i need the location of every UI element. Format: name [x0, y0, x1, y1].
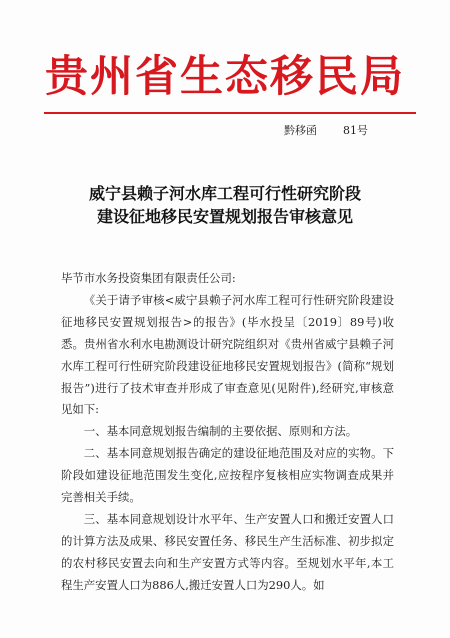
document-number-prefix: 黔移函 — [284, 124, 317, 137]
paragraph-item-2: 二、基本同意规划报告确定的建设征地范围及对应的实物。下阶段如建设征地范围发生变化,应按程序复核相应实物调查成果并完善相关手续。 — [61, 446, 394, 505]
paragraph-intro: 《关于请予审核<威宁县赖子河水库工程可行性研究阶段建设征地移民安置规划报告>的报告》(毕水投呈〔2019〕89号)收悉。贵州省水利水电勘测设计研究院组织对《贵州省威宁县赖子河水库工程可行性研究阶段建设征地移民安置规划报告》(简称“规划报告”)进行了技术审查并形成了审查意见(见附件),经研究,审核意见如下: — [61, 292, 394, 417]
issuing-authority-header: 贵州省生态移民局 — [45, 52, 405, 102]
document-number — [284, 124, 368, 138]
document-title — [0, 182, 450, 228]
document-body — [61, 268, 394, 597]
document-number-value: 81号 — [343, 124, 368, 137]
paragraph-item-3: 三、基本同意规划设计水平年、生产安置人口和搬迁安置人口的计算方法及成果、移民安置任务、移民生产生活标准、初步拟定的农村移民安置去向和生产安置方式等内容。至规划水平年,本工程生产安置人口为886人,搬迁安置人口为290人。如 — [61, 511, 394, 592]
document-title-line-1: 威宁县赖子河水库工程可行性研究阶段 — [88, 184, 361, 203]
red-divider-line — [44, 112, 416, 114]
addressee: 毕节市水务投资集团有限责任公司: — [61, 271, 236, 285]
document-title-line-2: 建设征地移民安置规划报告审核意见 — [96, 207, 353, 226]
paragraph-item-1: 一、基本同意规划报告编制的主要依据、原则和方法。 — [83, 424, 358, 439]
